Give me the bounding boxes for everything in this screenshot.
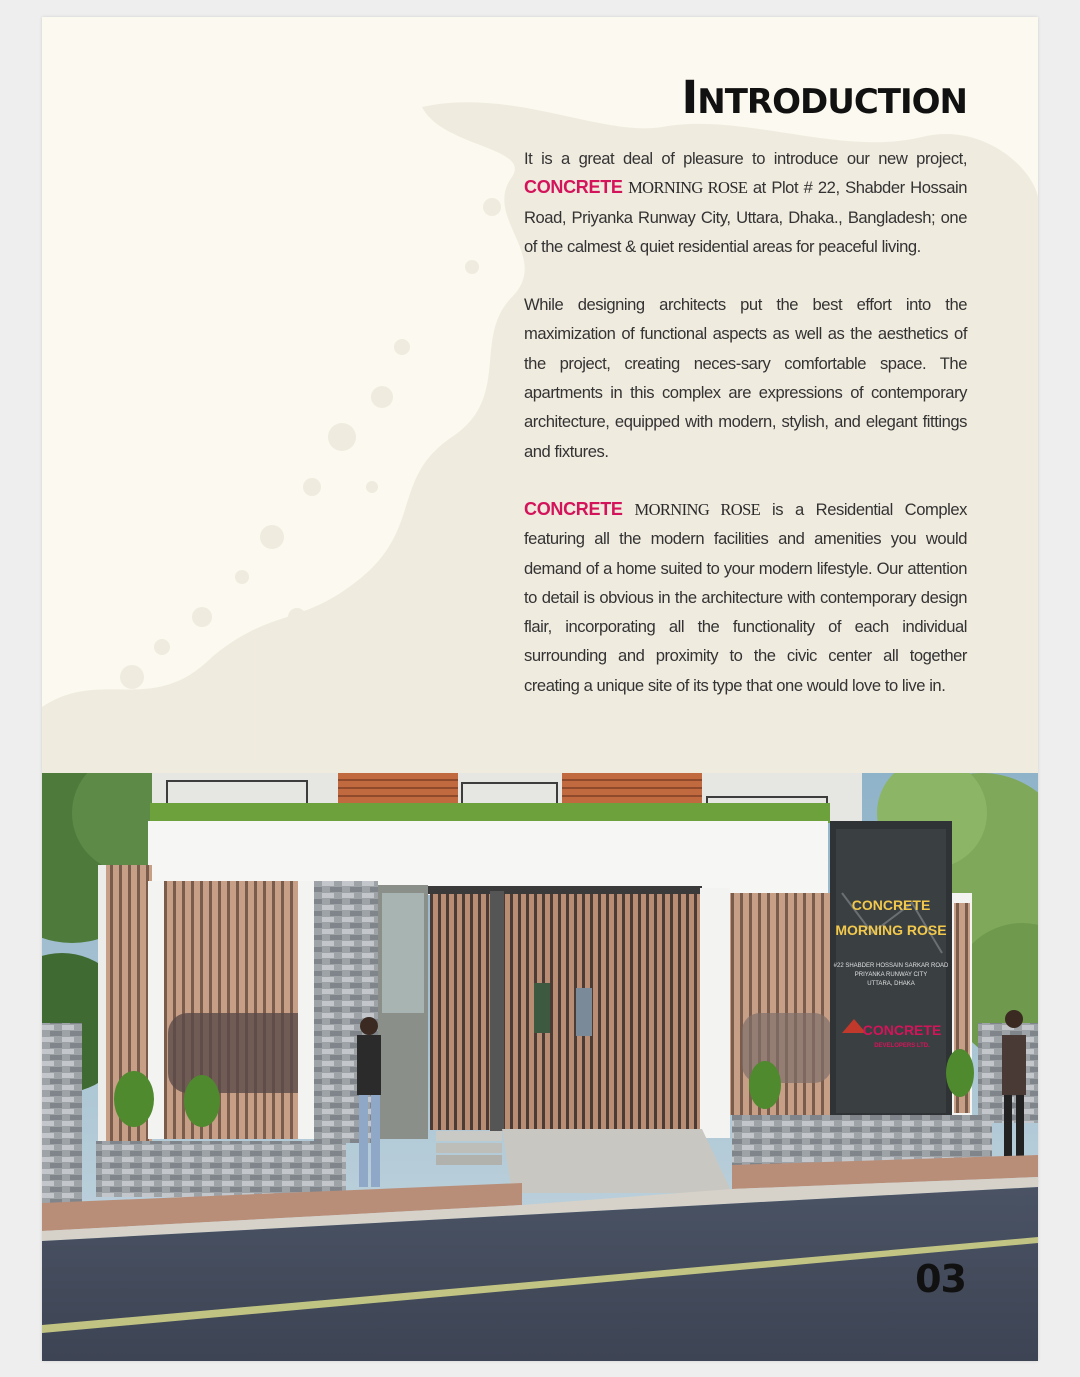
p3-rest: is a Residential Complex featuring all the modern facilities and amenities you would demand of a home suited to your modern lifestyle. Our attention to detail is obvious in the architecture with contemporary design flair, incorporating all the functionality of each individual surrounding and proximity to the civic center all together creating a unique site of its type that one would love to live in. — [524, 499, 968, 695]
sign-address-2: PRIYANKA RUNWAY CITY — [854, 972, 928, 978]
paragraph-2: While designing architects put the best effort into the maximization of functional aspects as well as the aesthetics of the project, creating neces-sary comfortable space. The apartments in this complex are expressions of contemporary architecture, equipped with modern, stylish, and elegant fittings and fixtures. — [524, 295, 967, 461]
title-rest: NTRODUCTION — [697, 82, 967, 122]
p1-lead: It is a great deal of pleasure to introduce our new project, — [524, 149, 967, 168]
brand-morning-rose: MORNING ROSE — [634, 499, 761, 519]
paragraph-1 — [524, 144, 967, 261]
sign-line-2: MORNING ROSE — [835, 922, 947, 938]
brand-concrete: CONCRETE — [524, 498, 623, 519]
sign-line-1: CONCRETE — [851, 897, 931, 913]
brand-morning-rose: MORNING ROSE — [628, 178, 748, 198]
sign-address-1: #22 SHABDER HOSSAIN SARKAR ROAD — [833, 963, 949, 969]
sign-address-3: UTTARA, DHAKA — [867, 981, 915, 987]
title-initial: I — [681, 71, 698, 124]
page-number: 03 — [915, 1257, 966, 1301]
page-title — [682, 71, 967, 124]
brochure-page — [42, 17, 1038, 1361]
intro-body — [524, 144, 967, 729]
sign-logo-text: CONCRETE — [862, 1022, 942, 1038]
p1-rest: at Plot # 22, Shabder Hossain Road, Priyanka Runway City, Uttara, Dhaka., Bangladesh; one of the calmest & quiet residential areas for peaceful living. — [524, 178, 967, 256]
building-render — [42, 773, 1038, 1361]
sign-logo-sub: DEVELOPERS LTD. — [874, 1043, 930, 1049]
brand-concrete: CONCRETE — [524, 177, 623, 198]
paragraph-3 — [524, 495, 967, 700]
